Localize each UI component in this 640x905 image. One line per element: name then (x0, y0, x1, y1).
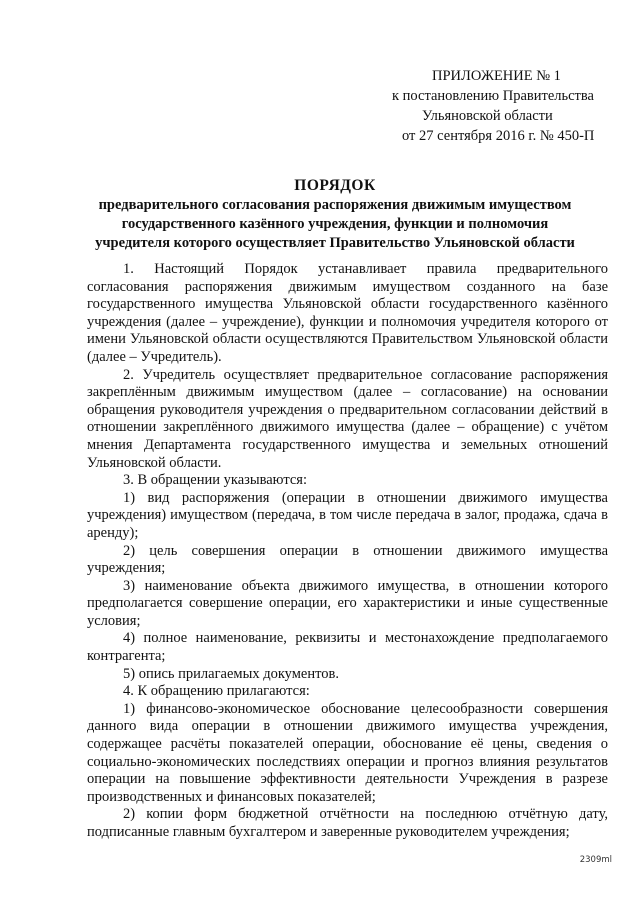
paragraph-4: 4. К обращению прилагаются: (123, 683, 310, 700)
paragraph-3: 3. В обращении указываются: (123, 472, 307, 489)
appendix-line-date: от 27 сентября 2016 г. № 450-П (402, 128, 595, 144)
paragraph-2: 2. Учредитель осуществляет предварительное согласование распоряжения закреплённым движимым имуществом (далее – согласование) на основании обращения руководителя учреждения о предварительном согласовании действий в отношении закреплённого движимого имущества (далее – обращение) с учётом мнения Департамента государственного имущества и земельных отношений Ульяновской области. (87, 366, 608, 471)
document-body (87, 261, 608, 842)
appendix-title: ПРИЛОЖЕНИЕ № 1 (432, 68, 561, 84)
list-item-4-1: 1) финансово-экономическое обоснование целесообразности совершения данного вида операции в отношении движимого имущества учреждения, содержащее расчёты показателей операции, обоснование её цены, сведения о социально-экономических последствиях операции и прогноз влияния результатов операции на повышение эффективности деятельности Учреждения в разрезе производственных и финансовых показателей; (87, 700, 608, 805)
list-item-3-5: 5) опись прилагаемых документов. (123, 665, 339, 682)
list-item-3-1: 1) вид распоряжения (операции в отношении движимого имущества учреждения) имуществом (передача, в том числе передача в залог, продажа, сдача в аренду); (87, 489, 608, 541)
document-title (60, 176, 610, 253)
appendix-line-region: Ульяновской области (422, 108, 553, 124)
list-item-3-2: 2) цель совершения операции в отношении движимого имущества учреждения; (87, 542, 608, 577)
title-subtitle-line-3: учредителя которого осуществляет Правительство Ульяновской области (95, 235, 575, 251)
list-item-3-4: 4) полное наименование, реквизиты и местонахождение предполагаемого контрагента; (87, 630, 608, 665)
paragraph-1: 1. Настоящий Порядок устанавливает правила предварительного согласования распоряжения движимым имуществом созданного на базе государственного имущества Ульяновской области государственного казённого учреждения (далее – учреждение), функции и полномочия учредителя которого от имени Ульяновской области осуществляются Правительством Ульяновской области (далее – Учредитель). (87, 261, 608, 365)
appendix-block (392, 66, 612, 146)
appendix-line-resolution: к постановлению Правительства (392, 88, 594, 104)
title-subtitle-line-2: государственного казённого учреждения, функции и полномочия (121, 216, 549, 232)
list-item-3-3: 3) наименование объекта движимого имущества, в отношении которого предполагается совершение операции, его характеристики и иные существенные условия; (87, 577, 608, 629)
title-subtitle-line-1: предварительного согласования распоряжения движимым имуществом (98, 197, 572, 213)
list-item-4-2: 2) копии форм бюджетной отчётности на последнюю отчётную дату, подписанные главным бухгалтером и заверенные руководителем учреждения; (87, 806, 608, 840)
footer-doc-code: 2309ml (579, 855, 612, 865)
title-main: ПОРЯДОК (294, 177, 376, 194)
